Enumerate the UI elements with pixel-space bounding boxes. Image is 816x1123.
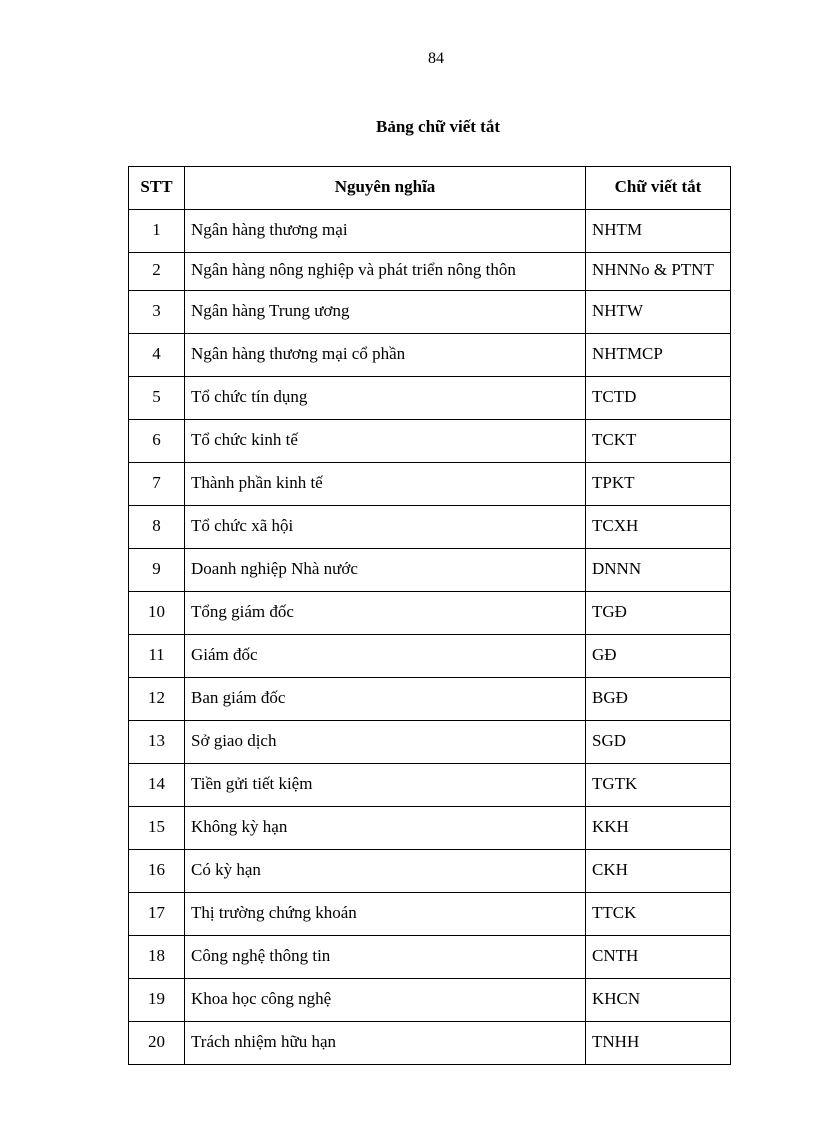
cell-stt: 8: [129, 506, 185, 549]
cell-abbr: TTCK: [586, 893, 731, 936]
cell-abbr: NHNNo & PTNT: [586, 253, 731, 291]
table-row: [129, 549, 731, 592]
cell-stt: 18: [129, 936, 185, 979]
cell-stt: 4: [129, 334, 185, 377]
table-row: [129, 979, 731, 1022]
table-row: [129, 807, 731, 850]
cell-stt: 9: [129, 549, 185, 592]
cell-name: Tiền gửi tiết kiệm: [185, 764, 586, 807]
cell-abbr: TCXH: [586, 506, 731, 549]
cell-name: Thành phần kinh tế: [185, 463, 586, 506]
cell-abbr: TGTK: [586, 764, 731, 807]
cell-stt: 2: [129, 253, 185, 291]
cell-stt: 1: [129, 210, 185, 253]
cell-stt: 14: [129, 764, 185, 807]
table-row: [129, 377, 731, 420]
table-row: [129, 210, 731, 253]
cell-stt: 7: [129, 463, 185, 506]
page-title: Bảng chữ viết tắt: [376, 117, 500, 136]
cell-stt: 10: [129, 592, 185, 635]
cell-abbr: TGĐ: [586, 592, 731, 635]
cell-abbr: NHTM: [586, 210, 731, 253]
cell-stt: 15: [129, 807, 185, 850]
table-row: [129, 592, 731, 635]
table-row: [129, 420, 731, 463]
cell-abbr: CKH: [586, 850, 731, 893]
table-row: [129, 291, 731, 334]
cell-name: Tổ chức xã hội: [185, 506, 586, 549]
cell-name: Không kỳ hạn: [185, 807, 586, 850]
table-row: [129, 334, 731, 377]
table-body: [129, 210, 731, 1065]
table-row: [129, 850, 731, 893]
cell-name: Khoa học công nghệ: [185, 979, 586, 1022]
cell-name: Tổng giám đốc: [185, 592, 586, 635]
cell-stt: 12: [129, 678, 185, 721]
table-row: [129, 678, 731, 721]
cell-abbr: KHCN: [586, 979, 731, 1022]
cell-name: Ngân hàng Trung ương: [185, 291, 586, 334]
cell-name: Công nghệ thông tin: [185, 936, 586, 979]
cell-abbr: NHTW: [586, 291, 731, 334]
cell-stt: 11: [129, 635, 185, 678]
cell-name: Giám đốc: [185, 635, 586, 678]
header-stt: STT: [129, 167, 185, 210]
cell-stt: 13: [129, 721, 185, 764]
header-abbr: Chữ viết tắt: [586, 167, 731, 210]
cell-abbr: TPKT: [586, 463, 731, 506]
cell-name: Tổ chức kinh tế: [185, 420, 586, 463]
header-name: Nguyên nghĩa: [185, 167, 586, 210]
cell-name: Thị trường chứng khoán: [185, 893, 586, 936]
table-row: [129, 721, 731, 764]
cell-name: Có kỳ hạn: [185, 850, 586, 893]
cell-stt: 6: [129, 420, 185, 463]
abbreviation-table: [128, 166, 731, 1065]
table-header-row: [129, 167, 731, 210]
table-row: [129, 893, 731, 936]
cell-name: Ngân hàng nông nghiệp và phát triển nông thôn: [185, 253, 586, 291]
table-row: [129, 635, 731, 678]
cell-stt: 16: [129, 850, 185, 893]
table-row: [129, 253, 731, 291]
cell-abbr: GĐ: [586, 635, 731, 678]
cell-name: Ngân hàng thương mại cổ phần: [185, 334, 586, 377]
cell-abbr: NHTMCP: [586, 334, 731, 377]
table-row: [129, 936, 731, 979]
cell-name: Ban giám đốc: [185, 678, 586, 721]
table-row: [129, 1022, 731, 1065]
cell-abbr: DNNN: [586, 549, 731, 592]
cell-stt: 20: [129, 1022, 185, 1065]
page-number: 84: [428, 50, 444, 67]
cell-abbr: CNTH: [586, 936, 731, 979]
table-row: [129, 506, 731, 549]
cell-name: Doanh nghiệp Nhà nước: [185, 549, 586, 592]
cell-stt: 19: [129, 979, 185, 1022]
cell-abbr: SGD: [586, 721, 731, 764]
cell-abbr: TCKT: [586, 420, 731, 463]
cell-stt: 3: [129, 291, 185, 334]
cell-abbr: TNHH: [586, 1022, 731, 1065]
table-row: [129, 463, 731, 506]
table-row: [129, 764, 731, 807]
cell-abbr: BGĐ: [586, 678, 731, 721]
cell-name: Sở giao dịch: [185, 721, 586, 764]
cell-name: Ngân hàng thương mại: [185, 210, 586, 253]
cell-stt: 17: [129, 893, 185, 936]
cell-name: Tổ chức tín dụng: [185, 377, 586, 420]
cell-name: Trách nhiệm hữu hạn: [185, 1022, 586, 1065]
cell-abbr: KKH: [586, 807, 731, 850]
cell-stt: 5: [129, 377, 185, 420]
cell-abbr: TCTD: [586, 377, 731, 420]
